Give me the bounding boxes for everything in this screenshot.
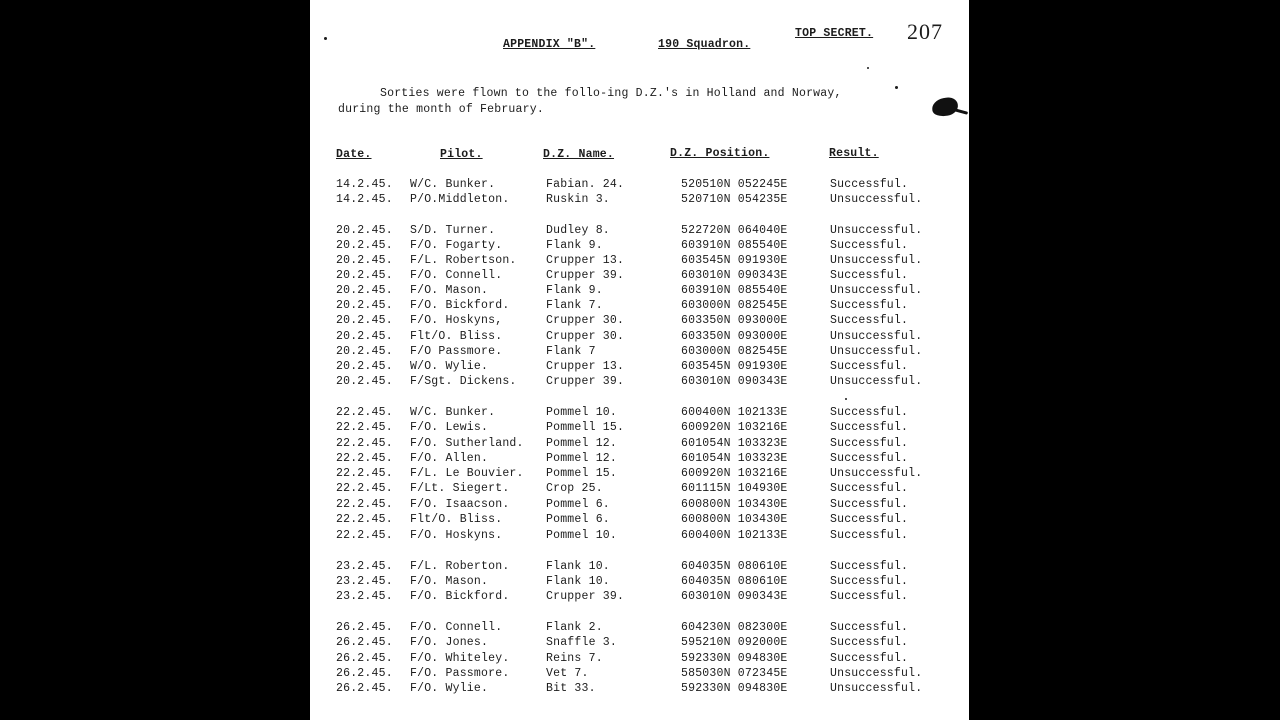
row-dz-name: Pommel 12.	[546, 437, 618, 450]
row-result: Successful.	[830, 239, 909, 252]
row-dz-position: 603010N 090343E	[681, 269, 788, 282]
column-header-dz-name: D.Z. Name.	[543, 148, 615, 161]
row-date: 22.2.45.	[336, 482, 393, 495]
row-pilot: F/O. Lewis.	[410, 421, 489, 434]
row-dz-position: 603545N 091930E	[681, 254, 788, 267]
row-date: 20.2.45.	[336, 224, 393, 237]
row-dz-name: Crupper 30.	[546, 330, 625, 343]
row-result: Successful.	[830, 421, 909, 434]
row-dz-position: 600920N 103216E	[681, 467, 788, 480]
row-dz-position: 604035N 080610E	[681, 560, 788, 573]
row-dz-position: 603545N 091930E	[681, 360, 788, 373]
row-result: Successful.	[830, 575, 909, 588]
row-date: 22.2.45.	[336, 421, 393, 434]
row-dz-position: 601054N 103323E	[681, 437, 788, 450]
row-dz-name: Crupper 30.	[546, 314, 625, 327]
row-dz-name: Pommel 6.	[546, 513, 610, 526]
row-date: 20.2.45.	[336, 375, 393, 388]
row-pilot: F/O. Passmore.	[410, 667, 510, 680]
row-date: 20.2.45.	[336, 284, 393, 297]
column-header-pilot: Pilot.	[440, 148, 483, 161]
row-pilot: W/C. Bunker.	[410, 406, 496, 419]
row-dz-name: Flank 10.	[546, 560, 610, 573]
row-dz-name: Pommel 12.	[546, 452, 618, 465]
row-date: 20.2.45.	[336, 239, 393, 252]
row-dz-position: 601054N 103323E	[681, 452, 788, 465]
row-pilot: F/O. Hoskyns.	[410, 529, 503, 542]
row-result: Unsuccessful.	[830, 254, 923, 267]
document-page	[310, 0, 969, 720]
row-pilot: F/O. Wylie.	[410, 682, 489, 695]
row-pilot: F/L. Robertson.	[410, 254, 517, 267]
row-dz-position: 603010N 090343E	[681, 590, 788, 603]
row-dz-name: Crupper 39.	[546, 590, 625, 603]
row-pilot: F/O. Allen.	[410, 452, 489, 465]
ink-blot-tail	[954, 108, 968, 115]
row-date: 20.2.45.	[336, 269, 393, 282]
row-date: 22.2.45.	[336, 406, 393, 419]
row-pilot: Flt/O. Bliss.	[410, 513, 503, 526]
row-dz-name: Vet 7.	[546, 667, 589, 680]
row-dz-position: 600800N 103430E	[681, 498, 788, 511]
ink-speck	[845, 398, 847, 400]
row-dz-position: 603350N 093000E	[681, 330, 788, 343]
row-dz-position: 522720N 064040E	[681, 224, 788, 237]
row-dz-name: Pommel 6.	[546, 498, 610, 511]
row-result: Unsuccessful.	[830, 224, 923, 237]
ink-speck	[895, 86, 898, 89]
row-dz-position: 603000N 082545E	[681, 299, 788, 312]
page-number: 207	[907, 19, 943, 44]
row-result: Successful.	[830, 498, 909, 511]
row-pilot: F/O. Bickford.	[410, 299, 510, 312]
row-dz-position: 603010N 090343E	[681, 375, 788, 388]
row-dz-position: 585030N 072345E	[681, 667, 788, 680]
row-dz-name: Crop 25.	[546, 482, 603, 495]
row-result: Successful.	[830, 529, 909, 542]
row-date: 22.2.45.	[336, 437, 393, 450]
row-dz-position: 603910N 085540E	[681, 239, 788, 252]
row-pilot: P/O.Middleton.	[410, 193, 510, 206]
row-result: Successful.	[830, 178, 909, 191]
row-date: 23.2.45.	[336, 560, 393, 573]
row-dz-position: 520510N 052245E	[681, 178, 788, 191]
row-result: Successful.	[830, 269, 909, 282]
row-pilot: S/D. Turner.	[410, 224, 496, 237]
row-date: 20.2.45.	[336, 314, 393, 327]
column-header-result: Result.	[829, 147, 879, 160]
row-dz-position: 600920N 103216E	[681, 421, 788, 434]
row-result: Successful.	[830, 652, 909, 665]
row-pilot: F/O. Hoskyns,	[410, 314, 503, 327]
row-result: Successful.	[830, 621, 909, 634]
row-dz-position: 603000N 082545E	[681, 345, 788, 358]
row-result: Successful.	[830, 314, 909, 327]
row-date: 23.2.45.	[336, 575, 393, 588]
ink-blot	[931, 96, 960, 118]
row-pilot: F/O. Isaacson.	[410, 498, 510, 511]
row-date: 20.2.45.	[336, 330, 393, 343]
row-dz-name: Pommel 10.	[546, 406, 618, 419]
row-dz-position: 600800N 103430E	[681, 513, 788, 526]
row-result: Unsuccessful.	[830, 467, 923, 480]
row-dz-position: 604230N 082300E	[681, 621, 788, 634]
row-dz-name: Bit 33.	[546, 682, 596, 695]
column-header-date: Date.	[336, 148, 372, 161]
row-date: 26.2.45.	[336, 682, 393, 695]
row-dz-name: Pommell 15.	[546, 421, 625, 434]
row-result: Unsuccessful.	[830, 667, 923, 680]
row-result: Unsuccessful.	[830, 284, 923, 297]
row-date: 14.2.45.	[336, 193, 393, 206]
row-dz-position: 603350N 093000E	[681, 314, 788, 327]
row-pilot: F/O. Jones.	[410, 636, 489, 649]
row-pilot: W/O. Wylie.	[410, 360, 489, 373]
row-dz-name: Reins 7.	[546, 652, 603, 665]
row-date: 20.2.45.	[336, 345, 393, 358]
row-pilot: W/C. Bunker.	[410, 178, 496, 191]
row-result: Successful.	[830, 360, 909, 373]
row-date: 20.2.45.	[336, 299, 393, 312]
row-dz-position: 604035N 080610E	[681, 575, 788, 588]
row-dz-name: Flank 7	[546, 345, 596, 358]
row-result: Successful.	[830, 299, 909, 312]
row-pilot: F/O. Fogarty.	[410, 239, 503, 252]
row-date: 20.2.45.	[336, 360, 393, 373]
row-dz-name: Ruskin 3.	[546, 193, 610, 206]
row-date: 22.2.45.	[336, 452, 393, 465]
intro-line-2: during the month of February.	[338, 103, 544, 116]
row-dz-name: Flank 2.	[546, 621, 603, 634]
row-pilot: F/O. Bickford.	[410, 590, 510, 603]
row-dz-name: Crupper 13.	[546, 360, 625, 373]
intro-line-1: Sorties were flown to the follo-ing D.Z.'s in Holland and Norway,	[380, 87, 842, 100]
row-date: 22.2.45.	[336, 513, 393, 526]
row-pilot: F/O Passmore.	[410, 345, 503, 358]
row-dz-name: Crupper 39.	[546, 269, 625, 282]
row-dz-name: Snaffle 3.	[546, 636, 618, 649]
row-pilot: Flt/O. Bliss.	[410, 330, 503, 343]
row-pilot: F/O. Whiteley.	[410, 652, 510, 665]
row-pilot: F/O. Mason.	[410, 575, 489, 588]
row-dz-name: Flank 10.	[546, 575, 610, 588]
row-dz-name: Crupper 13.	[546, 254, 625, 267]
row-date: 26.2.45.	[336, 667, 393, 680]
appendix-title: APPENDIX "B".	[503, 38, 596, 51]
row-dz-name: Dudley 8.	[546, 224, 610, 237]
row-result: Successful.	[830, 590, 909, 603]
row-dz-position: 600400N 102133E	[681, 529, 788, 542]
row-date: 26.2.45.	[336, 652, 393, 665]
row-result: Unsuccessful.	[830, 375, 923, 388]
row-dz-position: 600400N 102133E	[681, 406, 788, 419]
row-pilot: F/L. Roberton.	[410, 560, 510, 573]
row-dz-name: Fabian. 24.	[546, 178, 625, 191]
row-date: 23.2.45.	[336, 590, 393, 603]
row-dz-name: Pommel 10.	[546, 529, 618, 542]
row-result: Unsuccessful.	[830, 345, 923, 358]
row-dz-position: 520710N 054235E	[681, 193, 788, 206]
row-dz-position: 592330N 094830E	[681, 652, 788, 665]
row-date: 20.2.45.	[336, 254, 393, 267]
row-date: 22.2.45.	[336, 498, 393, 511]
row-pilot: F/O. Mason.	[410, 284, 489, 297]
row-result: Successful.	[830, 482, 909, 495]
row-dz-name: Pommel 15.	[546, 467, 618, 480]
ink-speck	[324, 37, 327, 40]
row-result: Unsuccessful.	[830, 682, 923, 695]
row-date: 14.2.45.	[336, 178, 393, 191]
row-pilot: F/O. Connell.	[410, 621, 503, 634]
row-dz-name: Flank 7.	[546, 299, 603, 312]
row-result: Successful.	[830, 437, 909, 450]
row-result: Successful.	[830, 636, 909, 649]
row-pilot: F/Sgt. Dickens.	[410, 375, 517, 388]
row-date: 22.2.45.	[336, 467, 393, 480]
row-result: Successful.	[830, 513, 909, 526]
row-dz-position: 595210N 092000E	[681, 636, 788, 649]
row-dz-position: 603910N 085540E	[681, 284, 788, 297]
row-dz-position: 592330N 094830E	[681, 682, 788, 695]
row-dz-position: 601115N 104930E	[681, 482, 788, 495]
row-dz-name: Flank 9.	[546, 239, 603, 252]
row-dz-name: Flank 9.	[546, 284, 603, 297]
row-result: Successful.	[830, 452, 909, 465]
column-header-dz-position: D.Z. Position.	[670, 147, 770, 160]
row-result: Successful.	[830, 406, 909, 419]
squadron-title: 190 Squadron.	[658, 38, 751, 51]
row-dz-name: Crupper 39.	[546, 375, 625, 388]
row-pilot: F/O. Sutherland.	[410, 437, 524, 450]
classification-label: TOP SECRET.	[795, 27, 874, 40]
row-pilot: F/Lt. Siegert.	[410, 482, 510, 495]
row-result: Unsuccessful.	[830, 330, 923, 343]
row-result: Unsuccessful.	[830, 193, 923, 206]
ink-speck	[867, 67, 869, 69]
row-date: 26.2.45.	[336, 621, 393, 634]
row-pilot: F/L. Le Bouvier.	[410, 467, 524, 480]
row-date: 22.2.45.	[336, 529, 393, 542]
row-pilot: F/O. Connell.	[410, 269, 503, 282]
row-result: Successful.	[830, 560, 909, 573]
row-date: 26.2.45.	[336, 636, 393, 649]
